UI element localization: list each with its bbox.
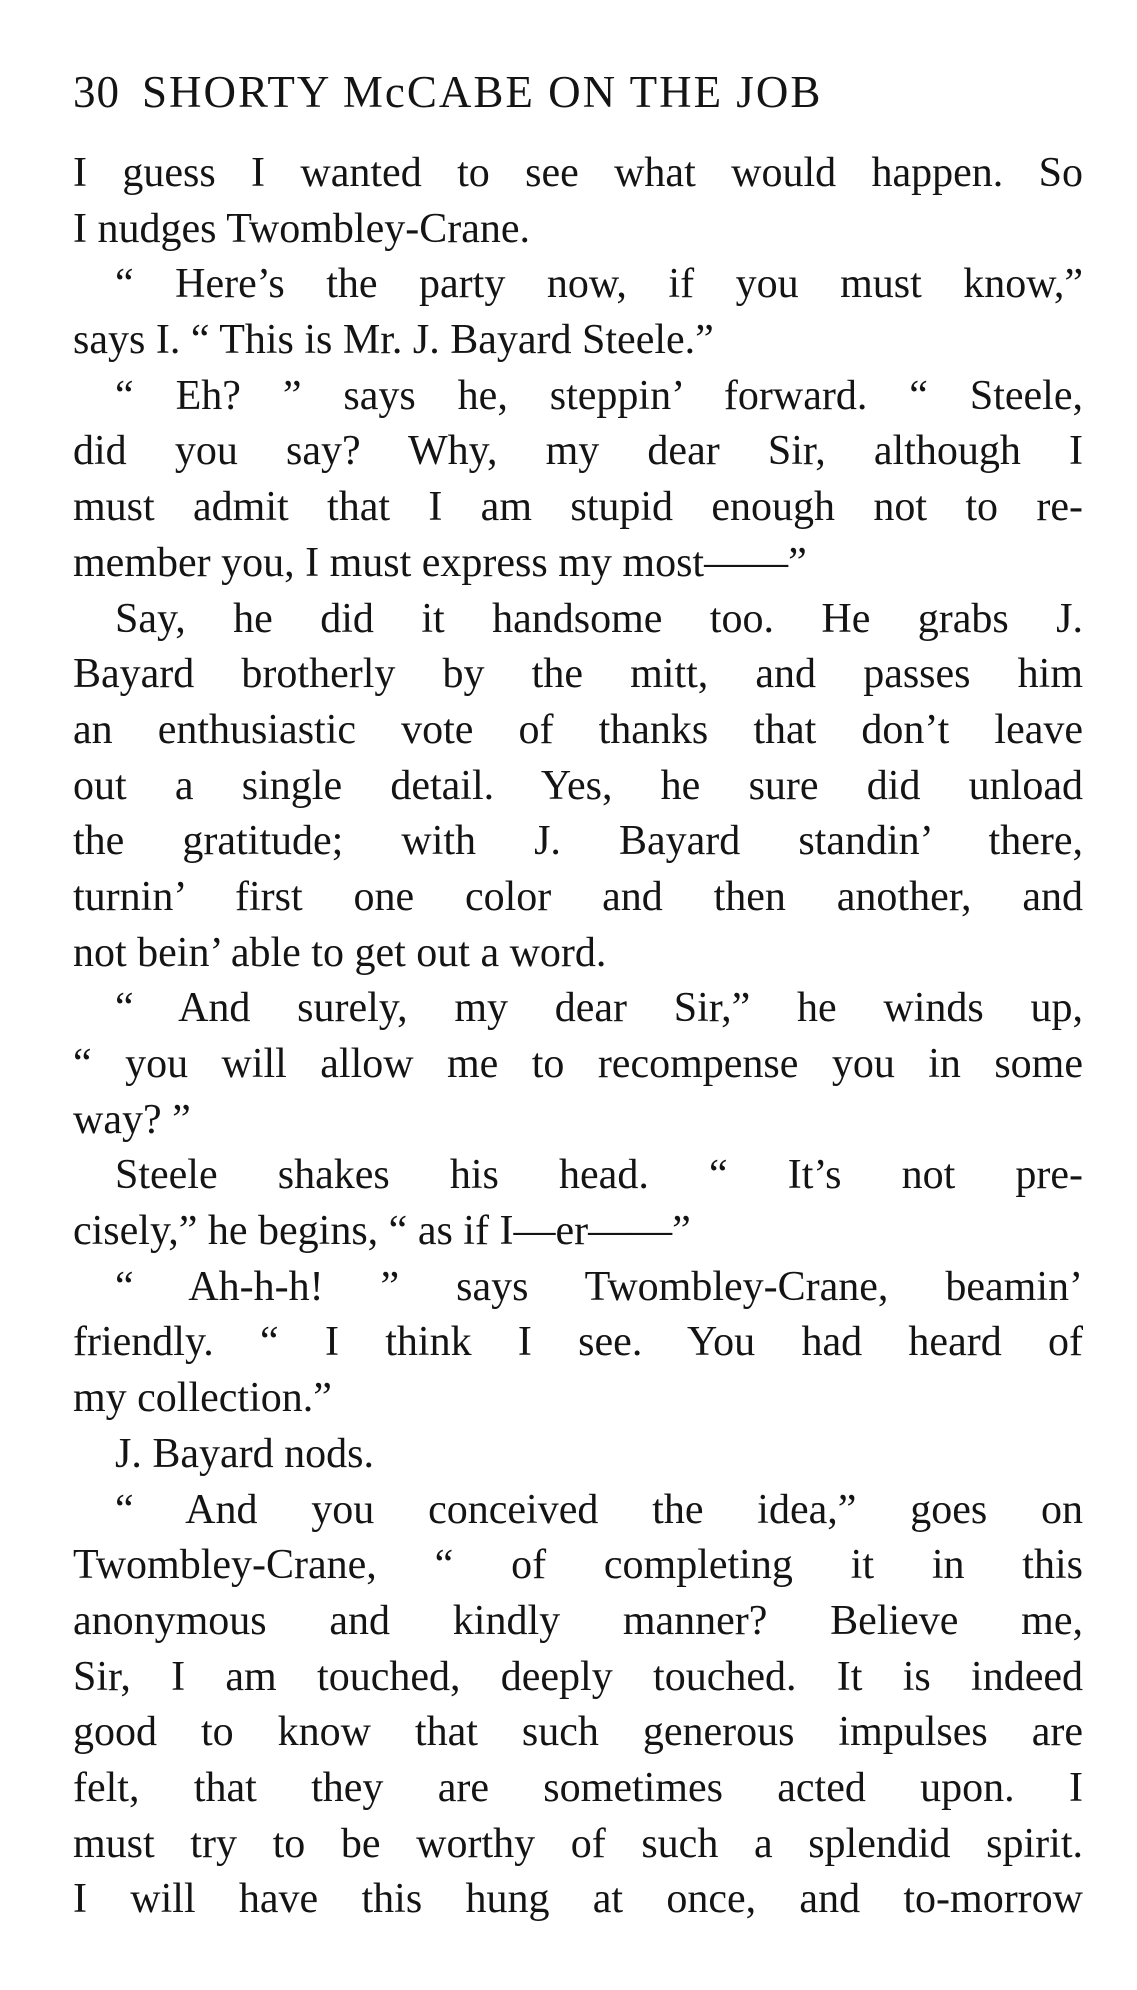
text-line: member you, I must express my most——”	[73, 539, 807, 586]
text-line: Sir, I am touched, deeply touched. It is indeed	[73, 1653, 1083, 1700]
text-line: way? ”	[73, 1096, 191, 1143]
text-line: Say, he did it handsome too. He grabs J.	[115, 595, 1083, 642]
text-line: did you say? Why, my dear Sir, although I	[73, 428, 1083, 475]
text-line: friendly. “ I think I see. You had heard of	[73, 1319, 1083, 1366]
page-number: 30	[73, 67, 120, 117]
text-line: my collection.”	[73, 1375, 332, 1422]
text-line: “ And surely, my dear Sir,” he winds up,	[115, 985, 1083, 1032]
text-line: “ And you conceived the idea,” goes on	[115, 1486, 1083, 1533]
text-line: I will have this hung at once, and to-morrow	[73, 1876, 1083, 1923]
text-line: I nudges Twombley-Crane.	[73, 205, 531, 252]
text-line: must admit that I am stupid enough not to re-	[73, 484, 1083, 531]
text-line: “ you will allow me to recompense you in some	[73, 1041, 1083, 1087]
text-line: “ Here’s the party now, if you must know,”	[115, 261, 1083, 308]
text-line: cisely,” he begins, “ as if I—er——”	[73, 1208, 691, 1255]
text-line: the gratitude; with J. Bayard standin’ there,	[73, 818, 1083, 865]
text-line: I guess I wanted to see what would happen. So	[73, 150, 1083, 196]
text-line: must try to be worthy of such a splendid spirit.	[73, 1820, 1083, 1867]
text-line: not bein’ able to get out a word.	[73, 929, 607, 976]
text-line: “ Ah-h-h! ” says Twombley-Crane, beamin’	[115, 1263, 1083, 1310]
text-line: an enthusiastic vote of thanks that don’t leave	[73, 706, 1083, 753]
text-line: turnin’ first one color and then another, and	[73, 873, 1083, 920]
text-line: out a single detail. Yes, he sure did unload	[73, 762, 1083, 809]
text-line: anonymous and kindly manner? Believe me,	[73, 1597, 1083, 1644]
book-title: SHORTY McCABE ON THE JOB	[142, 67, 823, 117]
text-line: J. Bayard nods.	[115, 1430, 374, 1477]
text-line: Steele shakes his head. “ It’s not pre-	[115, 1152, 1083, 1199]
running-head	[73, 62, 1083, 122]
body-text	[73, 146, 1083, 1928]
text-line: “ Eh? ” says he, steppin’ forward. “ Steele,	[115, 372, 1083, 419]
text-line: felt, that they are sometimes acted upon. I	[73, 1764, 1083, 1811]
text-line: good to know that such generous impulses are	[73, 1709, 1083, 1756]
text-line: Twombley-Crane, “ of completing it in this	[73, 1542, 1083, 1589]
text-line: Bayard brotherly by the mitt, and passes him	[73, 651, 1083, 698]
text-line: says I. “ This is Mr. J. Bayard Steele.”	[73, 317, 714, 364]
